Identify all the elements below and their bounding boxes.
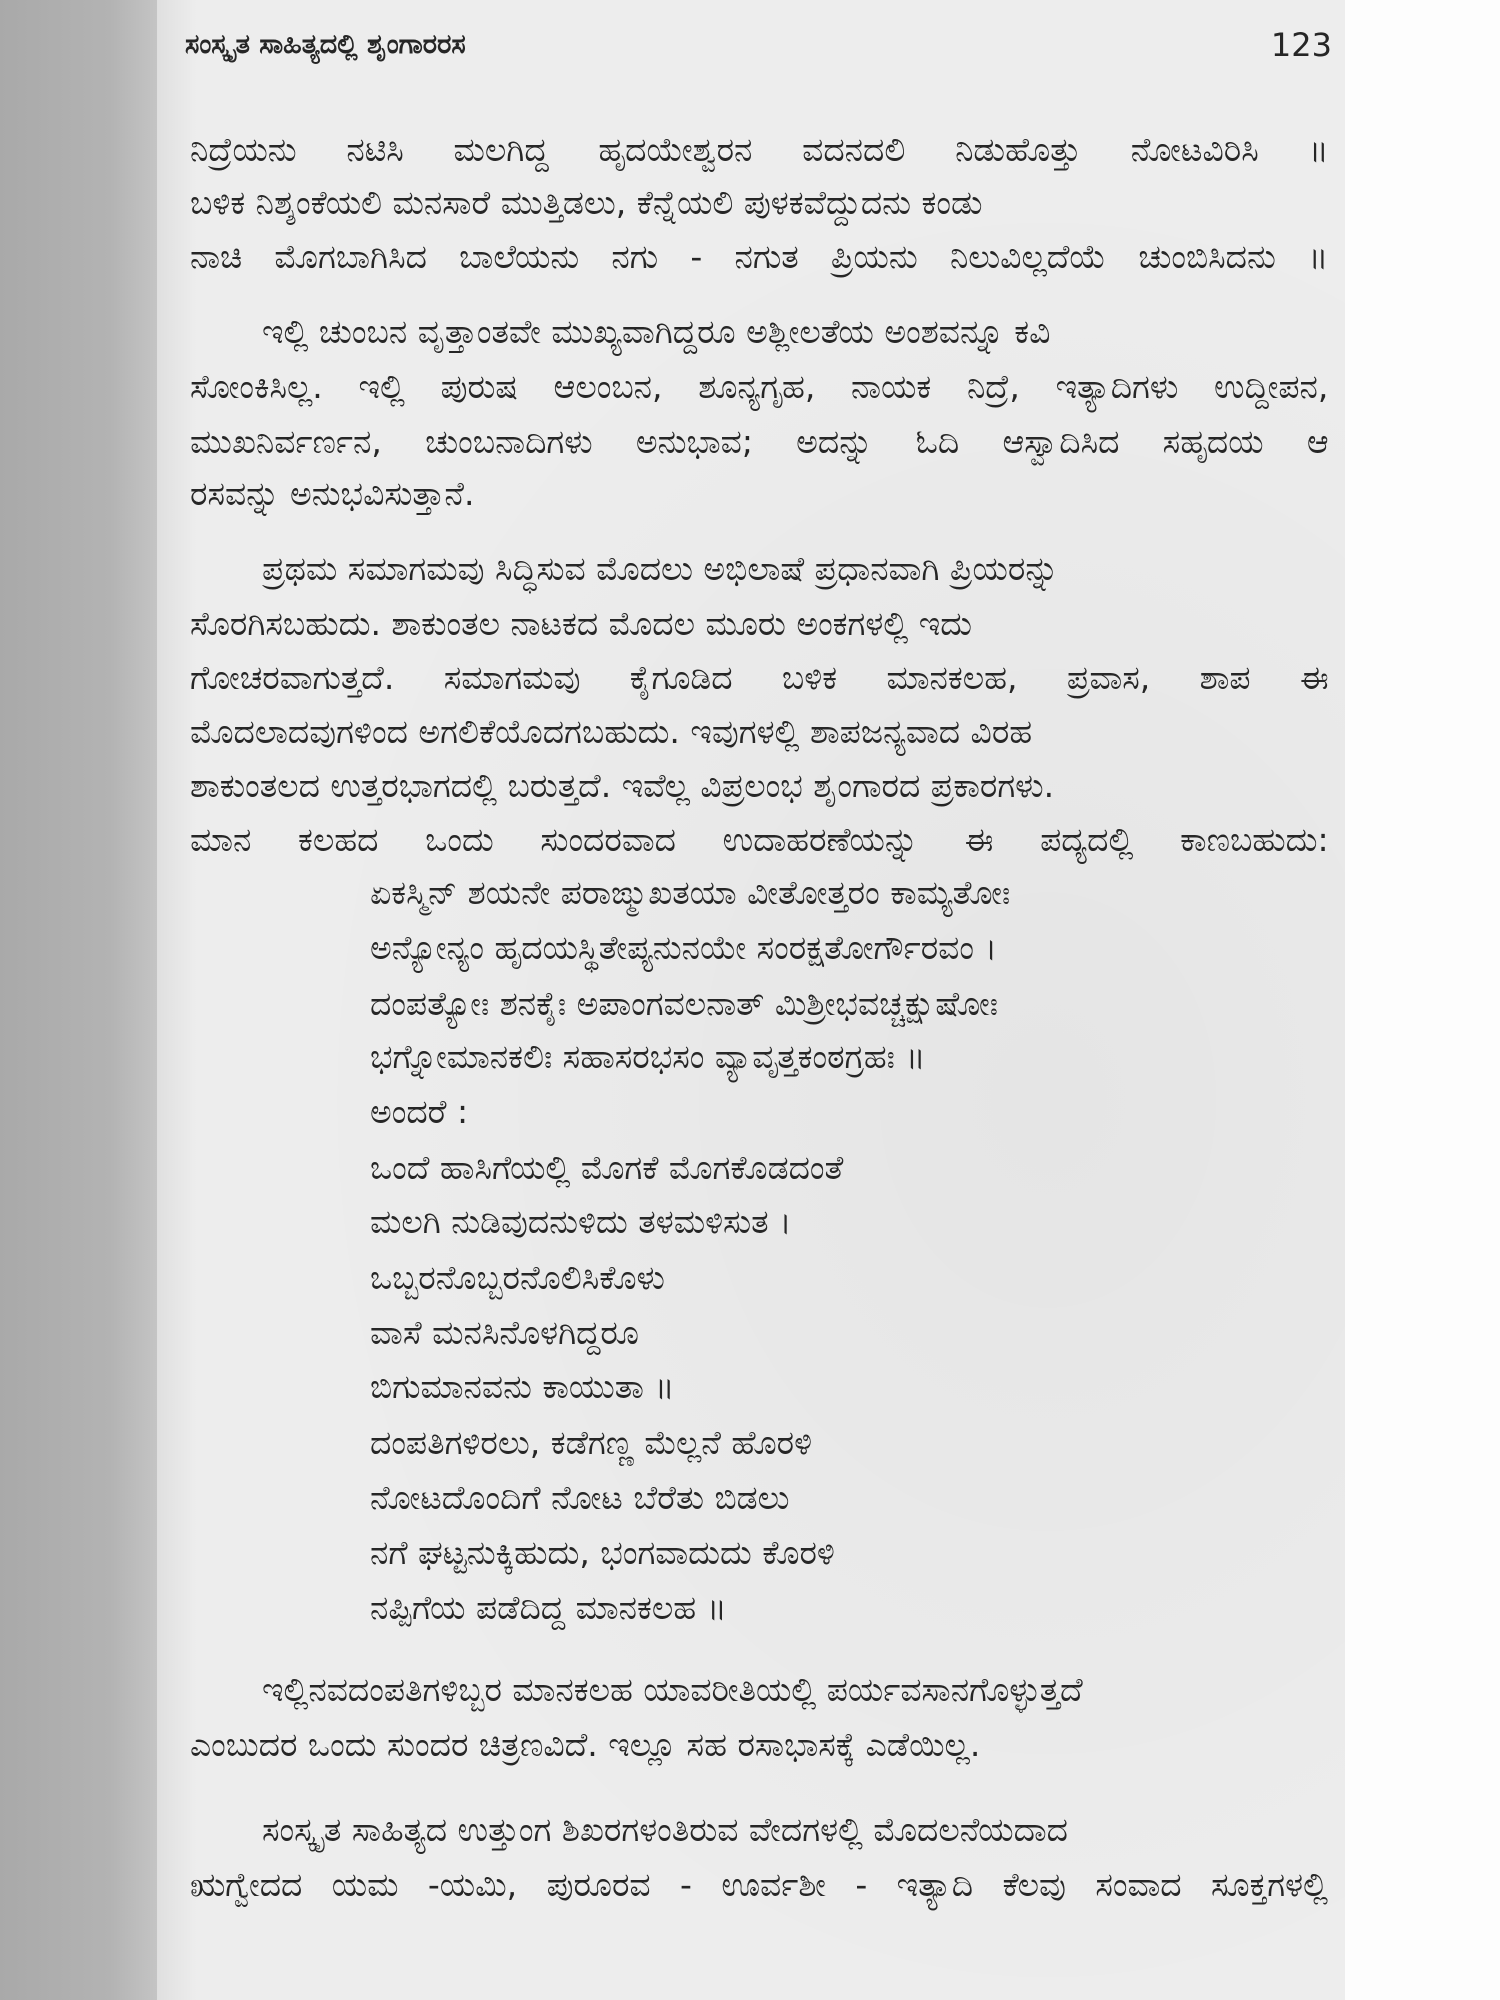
paragraph-line: ಮುಖನಿರ್ವರ್ಣನ, ಚುಂಬನಾದಿಗಳು ಅನುಭಾವ; ಅದನ್ನು ಓದಿ ಆಸ್ವಾದಿಸಿದ ಸಹೃದಯ ಆ xyxy=(190,422,1329,461)
running-title: ಸಂಸ್ಕೃತ ಸಾಹಿತ್ಯದಲ್ಲಿ ಶೃಂಗಾರರಸ xyxy=(185,29,466,60)
kannada-verse-line: ವಾಸೆ ಮನಸಿನೊಳಗಿದ್ದರೂ xyxy=(370,1313,639,1352)
kannada-verse-line: ನೋಟದೊಂದಿಗೆ ನೋಟ ಬೆರೆತು ಬಿಡಲು xyxy=(370,1478,790,1517)
kannada-verse-line: ಮಲಗಿ ನುಡಿವುದನುಳಿದು ತಳಮಳಿಸುತ । xyxy=(370,1202,792,1241)
poem-line: ನಾಚಿ ಮೊಗಬಾಗಿಸಿದ ಬಾಲೆಯನು ನಗು - ನಗುತ ಪ್ರಿಯನು ನಿಲುವಿಲ್ಲದೆಯೆ ಚುಂಬಿಸಿದನು ॥ xyxy=(190,237,1329,276)
paragraph-line: ಸೋಂಕಿಸಿಲ್ಲ. ಇಲ್ಲಿ ಪುರುಷ ಆಲಂಬನ, ಶೂನ್ಯಗೃಹ, ನಾಯಕ ನಿದ್ರೆ, ಇತ್ಯಾದಿಗಳು ಉದ್ದೀಪನ, xyxy=(190,367,1329,406)
paragraph-line: ಮಾನ ಕಲಹದ ಒಂದು ಸುಂದರವಾದ ಉದಾಹರಣೆಯನ್ನು ಈ ಪದ್ಯದಲ್ಲಿ ಕಾಣಬಹುದು: xyxy=(190,820,1329,859)
paragraph-line: ಎಂಬುದರ ಒಂದು ಸುಂದರ ಚಿತ್ರಣವಿದೆ. ಇಲ್ಲೂ ಸಹ ರಸಾಭಾಸಕ್ಕೆ ಎಡೆಯಿಲ್ಲ. xyxy=(190,1725,981,1764)
poem-line: ನಿದ್ರೆಯನು ನಟಿಸಿ ಮಲಗಿದ್ದ ಹೃದಯೇಶ್ವರನ ವದನದಲಿ ನಿಡುಹೊತ್ತು ನೋಟವಿರಿಸಿ ॥ xyxy=(190,130,1329,169)
paragraph-line: ಮೊದಲಾದವುಗಳಿಂದ ಅಗಲಿಕೆಯೊದಗಬಹುದು. ಇವುಗಳಲ್ಲಿ ಶಾಪಜನ್ಯವಾದ ವಿರಹ xyxy=(190,712,1033,751)
sanskrit-verse-line: ದಂಪತ್ಯೋಃ ಶನಕೈಃ ಅಪಾಂಗವಲನಾತ್ ಮಿಶ್ರೀಭವಚ್ಚಕ್ಷುಷೋಃ xyxy=(370,984,998,1023)
kannada-verse-line: ದಂಪತಿಗಳಿರಲು, ಕಡೆಗಣ್ಣ ಮೆಲ್ಲನೆ ಹೊರಳಿ xyxy=(370,1423,813,1462)
meaning-label: ಅಂದರೆ : xyxy=(370,1092,469,1131)
paragraph-line: ಗೋಚರವಾಗುತ್ತದೆ. ಸಮಾಗಮವು ಕೈಗೂಡಿದ ಬಳಿಕ ಮಾನಕಲಹ, ಪ್ರವಾಸ, ಶಾಪ ಈ xyxy=(190,658,1329,697)
kannada-verse-line: ಒಬ್ಬರನೊಬ್ಬರನೊಲಿಸಿಕೊಳು xyxy=(370,1258,665,1297)
paragraph-line: ಪ್ರಥಮ ಸಮಾಗಮವು ಸಿದ್ಧಿಸುವ ಮೊದಲು ಅಭಿಲಾಷೆ ಪ್ರಧಾನವಾಗಿ ಪ್ರಿಯರನ್ನು xyxy=(262,549,1059,588)
page-number: 123 xyxy=(1270,26,1332,64)
poem-line: ಬಳಿಕ ನಿಶ್ಶಂಕೆಯಲಿ ಮನಸಾರೆ ಮುತ್ತಿಡಲು, ಕೆನ್ನೆಯಲಿ ಪುಳಕವೆದ್ದುದನು ಕಂಡು xyxy=(190,183,983,222)
kannada-verse-line: ನಗೆ ಘಟ್ಟನುಕ್ಕಿಹುದು, ಭಂಗವಾದುದು ಕೊರಳಿ xyxy=(370,1533,835,1572)
paragraph-line: ಸೊರಗಿಸಬಹುದು. ಶಾಕುಂತಲ ನಾಟಕದ ಮೊದಲ ಮೂರು ಅಂಕಗಳಲ್ಲಿ ಇದು xyxy=(190,604,973,643)
paragraph-line: ಶಾಕುಂತಲದ ಉತ್ತರಭಾಗದಲ್ಲಿ ಬರುತ್ತದೆ. ಇವೆಲ್ಲ ವಿಪ್ರಲಂಭ ಶೃಂಗಾರದ ಪ್ರಕಾರಗಳು. xyxy=(190,766,1055,805)
scan-margin-right xyxy=(1345,0,1500,2000)
paragraph-line: ಇಲ್ಲಿ ಚುಂಬನ ವೃತ್ತಾಂತವೇ ಮುಖ್ಯವಾಗಿದ್ದರೂ ಅಶ್ಲೀಲತೆಯ ಅಂಶವನ್ನೂ ಕವಿ xyxy=(262,312,1051,351)
paragraph-line: ರಸವನ್ನು ಅನುಭವಿಸುತ್ತಾನೆ. xyxy=(190,474,475,513)
paragraph-line: ಋಗ್ವೇದದ ಯಮ -ಯಮಿ, ಪುರೂರವ - ಊರ್ವಶೀ - ಇತ್ಯಾದಿ ಕೆಲವು ಸಂವಾದ ಸೂಕ್ತಗಳಲ್ಲಿ xyxy=(190,1865,1328,1904)
scan-margin-left xyxy=(0,0,157,2000)
kannada-verse-line: ನಪ್ಪಿಗೆಯ ಪಡೆದಿದ್ದ ಮಾನಕಲಹ ॥ xyxy=(370,1588,727,1627)
paragraph-line: ಸಂಸ್ಕೃತ ಸಾಹಿತ್ಯದ ಉತ್ತುಂಗ ಶಿಖರಗಳಂತಿರುವ ವೇದಗಳಲ್ಲಿ ಮೊದಲನೆಯದಾದ xyxy=(262,1810,1068,1849)
sanskrit-verse-line: ಏಕಸ್ಮಿನ್ ಶಯನೇ ಪರಾಙ್ಮುಖತಯಾ ವೀತೋತ್ತರಂ ಕಾಮ್ಯತೋಃ xyxy=(370,873,1011,912)
sanskrit-verse-line: ಭಗ್ನೋಮಾನಕಲಿಃ ಸಹಾಸರಭಸಂ ವ್ಯಾವೃತ್ತಕಂಠಗ್ರಹಃ ॥ xyxy=(370,1037,926,1076)
kannada-verse-line: ಒಂದೆ ಹಾಸಿಗೆಯಲ್ಲಿ ಮೊಗಕೆ ಮೊಗಕೊಡದಂತೆ xyxy=(370,1148,844,1187)
paragraph-line: ಇಲ್ಲಿನವದಂಪತಿಗಳಿಬ್ಬರ ಮಾನಕಲಹ ಯಾವರೀತಿಯಲ್ಲಿ ಪರ್ಯವಸಾನಗೊಳ್ಳುತ್ತದೆ xyxy=(262,1670,1083,1709)
kannada-verse-line: ಬಿಗುಮಾನವನು ಕಾಯುತಾ ॥ xyxy=(370,1367,675,1406)
sanskrit-verse-line: ಅನ್ಯೋನ್ಯಂ ಹೃದಯಸ್ಥಿತೇಪ್ಯನುನಯೇ ಸಂರಕ್ಷತೋರ್ಗೌರವಂ । xyxy=(370,928,998,967)
